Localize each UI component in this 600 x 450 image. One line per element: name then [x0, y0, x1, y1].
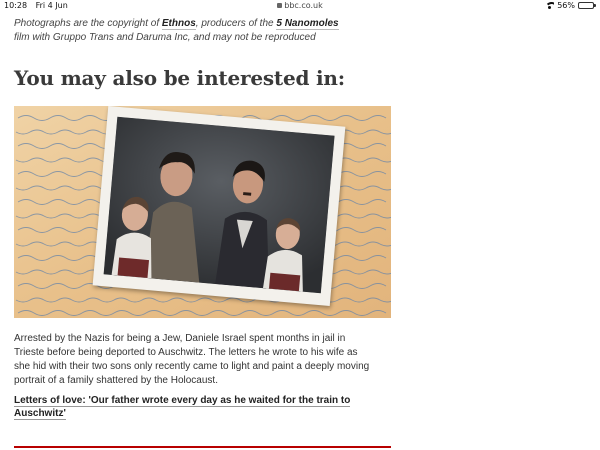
- ethnos-link[interactable]: Ethnos: [161, 18, 196, 29]
- wifi-icon: [545, 2, 554, 9]
- battery-icon: [578, 2, 594, 9]
- family-photo-image: [104, 117, 335, 293]
- film-link[interactable]: 5 Nanomoles: [276, 18, 339, 29]
- status-time: 10:28: [4, 1, 28, 10]
- status-date: Fri 4 Jun: [35, 1, 68, 10]
- caption-text-1: Photographs are the copyright of: [14, 18, 162, 29]
- section-heading: You may also be interested in:: [14, 66, 345, 90]
- lock-icon: [277, 3, 282, 8]
- story-link-text[interactable]: Letters of love: 'Our father wrote every day as he waited for the train to Auschwitz': [14, 395, 351, 419]
- section-divider: [14, 446, 391, 448]
- address-bar[interactable]: [0, 1, 600, 10]
- photo-copyright-caption: [14, 17, 354, 45]
- battery-percent: 56%: [557, 1, 575, 10]
- story-image[interactable]: [14, 106, 391, 318]
- story-link[interactable]: [14, 394, 354, 420]
- story-summary: Arrested by the Nazis for being a Jew, Daniele Israel spent months in jail in Trieste before being deported to Auschwitz. The letters he wrote to his wife as she hid with their two sons only recently came to light and paint a deeply moving portrait of a family shattered by the Holocaust.: [14, 333, 370, 386]
- caption-text-3: film with Gruppo Trans and Daruma Inc, and may not be reproduced: [14, 32, 316, 43]
- status-bar: [0, 0, 600, 12]
- family-portrait-illustration: [104, 117, 335, 293]
- status-right: [545, 1, 594, 10]
- url-text: bbc.co.uk: [284, 1, 323, 10]
- caption-text-2: , producers of the: [195, 18, 277, 29]
- family-photo: [93, 106, 346, 306]
